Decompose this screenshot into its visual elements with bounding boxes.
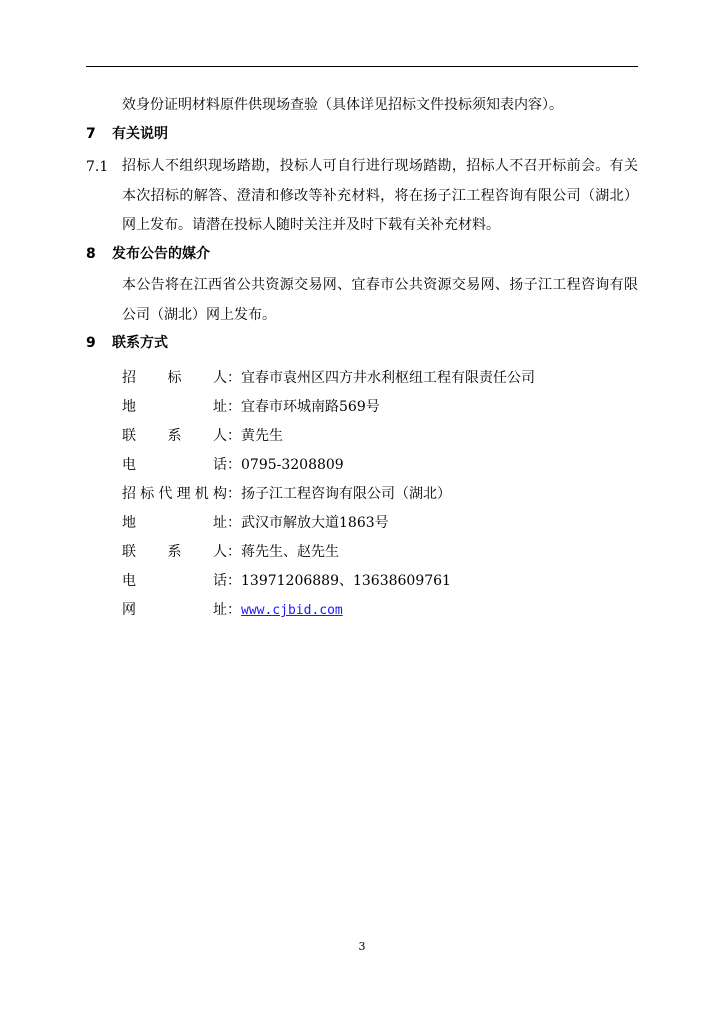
contact-row	[122, 456, 344, 474]
website-link[interactable]: www.cjbid.com	[241, 603, 343, 618]
section-title: 联系方式	[112, 335, 168, 351]
contact-row	[122, 369, 535, 387]
clause-7-1-text: 招标人不组织现场踏勘，投标人可自行进行现场踏勘，招标人不召开标前会。有关本次招标的解答、澄清和修改等补充材料，将在扬子江工程咨询有限公司（湖北）网上发布。请潜在投标人随时关注并及时下载有关补充材料。	[122, 158, 638, 233]
contact-value: 黄先生	[241, 428, 283, 444]
contact-value: 宜春市环城南路569号	[241, 399, 380, 415]
page-number: 3	[358, 940, 366, 953]
contact-colon: ：	[227, 573, 241, 589]
contact-colon: ：	[227, 515, 241, 531]
contact-colon: ：	[227, 544, 241, 560]
contact-row	[122, 572, 451, 590]
contact-colon: ：	[227, 399, 241, 415]
contact-row	[122, 543, 339, 561]
section-number: 9	[86, 335, 96, 351]
contact-label: 地 址	[122, 515, 227, 531]
continued-line: 效身份证明材料原件供现场查验（具体详见招标文件投标须知表内容）。	[122, 97, 563, 113]
contact-label: 招 标 人	[122, 370, 227, 386]
section-9-heading	[86, 334, 168, 352]
contact-label: 联 系 人	[122, 544, 227, 560]
contact-row	[122, 398, 380, 416]
contact-row	[122, 514, 389, 532]
clause-number: 7.1	[86, 159, 109, 175]
contact-value: 蒋先生、赵先生	[241, 544, 339, 560]
contact-label: 网 址	[122, 602, 227, 618]
contact-colon: ：	[227, 428, 241, 444]
contact-row	[122, 427, 283, 445]
contact-value: 武汉市解放大道1863号	[241, 515, 389, 531]
section-8-heading	[86, 245, 210, 263]
contact-value: 13971206889、13638609761	[241, 573, 451, 589]
contact-label: 电 话	[122, 457, 227, 473]
section-title: 有关说明	[112, 126, 168, 142]
contact-value: 扬子江工程咨询有限公司（湖北）	[241, 486, 451, 502]
contact-row	[122, 601, 343, 620]
section-title: 发布公告的媒介	[112, 246, 210, 262]
contact-label: 联 系 人	[122, 428, 227, 444]
contact-row	[122, 485, 451, 503]
contact-label: 地 址	[122, 399, 227, 415]
contact-colon: ：	[227, 486, 241, 502]
contact-label: 招标代理机构	[122, 486, 227, 502]
section-number: 7	[86, 126, 96, 142]
contact-colon: ：	[227, 602, 241, 618]
section-8-text: 本公告将在江西省公共资源交易网、宜春市公共资源交易网、扬子江工程咨询有限公司（湖北）网上发布。	[122, 277, 638, 323]
contact-label: 电 话	[122, 573, 227, 589]
section-number: 8	[86, 246, 96, 262]
contact-value: 宜春市袁州区四方井水利枢纽工程有限责任公司	[241, 370, 535, 386]
contact-colon: ：	[227, 370, 241, 386]
header-rule	[86, 66, 638, 67]
contact-colon: ：	[227, 457, 241, 473]
contact-value: 0795-3208809	[241, 457, 344, 473]
section-7-heading	[86, 125, 168, 143]
